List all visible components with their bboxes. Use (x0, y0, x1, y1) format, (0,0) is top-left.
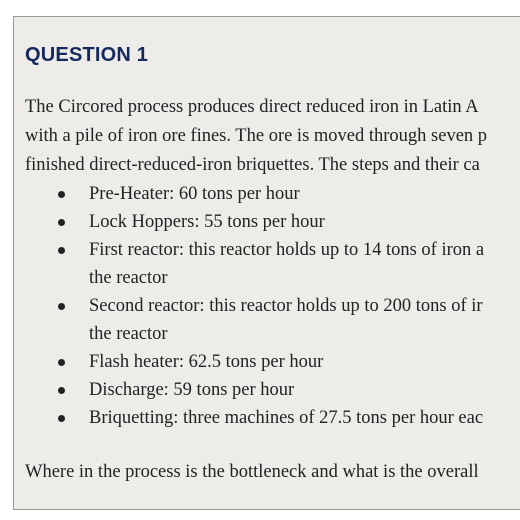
step-text: Second reactor: this reactor holds up to 200 tons of ir (89, 296, 483, 316)
step-text: Pre-Heater: 60 tons per hour (89, 184, 300, 204)
list-item (25, 292, 520, 348)
intro-line: with a pile of iron ore fines. The ore is moved through seven p (25, 126, 488, 146)
step-text: Flash heater: 62.5 tons per hour (89, 352, 324, 372)
list-item (25, 180, 520, 208)
bullet-icon (58, 219, 65, 226)
bullet-icon (58, 359, 65, 366)
question-title: QUESTION 1 (25, 44, 149, 66)
bullet-icon (58, 387, 65, 394)
bullet-icon (58, 247, 65, 254)
intro-paragraph (25, 93, 520, 180)
bullet-icon (58, 191, 65, 198)
intro-line: The Circored process produces direct reduced iron in Latin A (25, 97, 479, 117)
bullet-icon (58, 415, 65, 422)
list-item (25, 236, 520, 292)
step-text: Discharge: 59 tons per hour (89, 380, 295, 400)
step-text: Lock Hoppers: 55 tons per hour (89, 212, 325, 232)
question-prompt: Where in the process is the bottleneck and what is the overall (25, 462, 479, 482)
question-body (25, 93, 520, 487)
intro-line: finished direct-reduced-iron briquettes. The steps and their ca (25, 155, 480, 175)
bullet-icon (58, 303, 65, 310)
step-text: First reactor: this reactor holds up to 14 tons of iron a (89, 240, 485, 260)
step-text-continued: the reactor (89, 324, 168, 344)
list-item (25, 348, 520, 376)
list-item (25, 208, 520, 236)
process-steps-list (25, 180, 520, 432)
step-text: Briquetting: three machines of 27.5 tons per hour eac (89, 408, 484, 428)
list-item (25, 376, 520, 404)
step-text-continued: the reactor (89, 268, 168, 288)
question-card (13, 16, 520, 510)
list-item (25, 404, 520, 432)
